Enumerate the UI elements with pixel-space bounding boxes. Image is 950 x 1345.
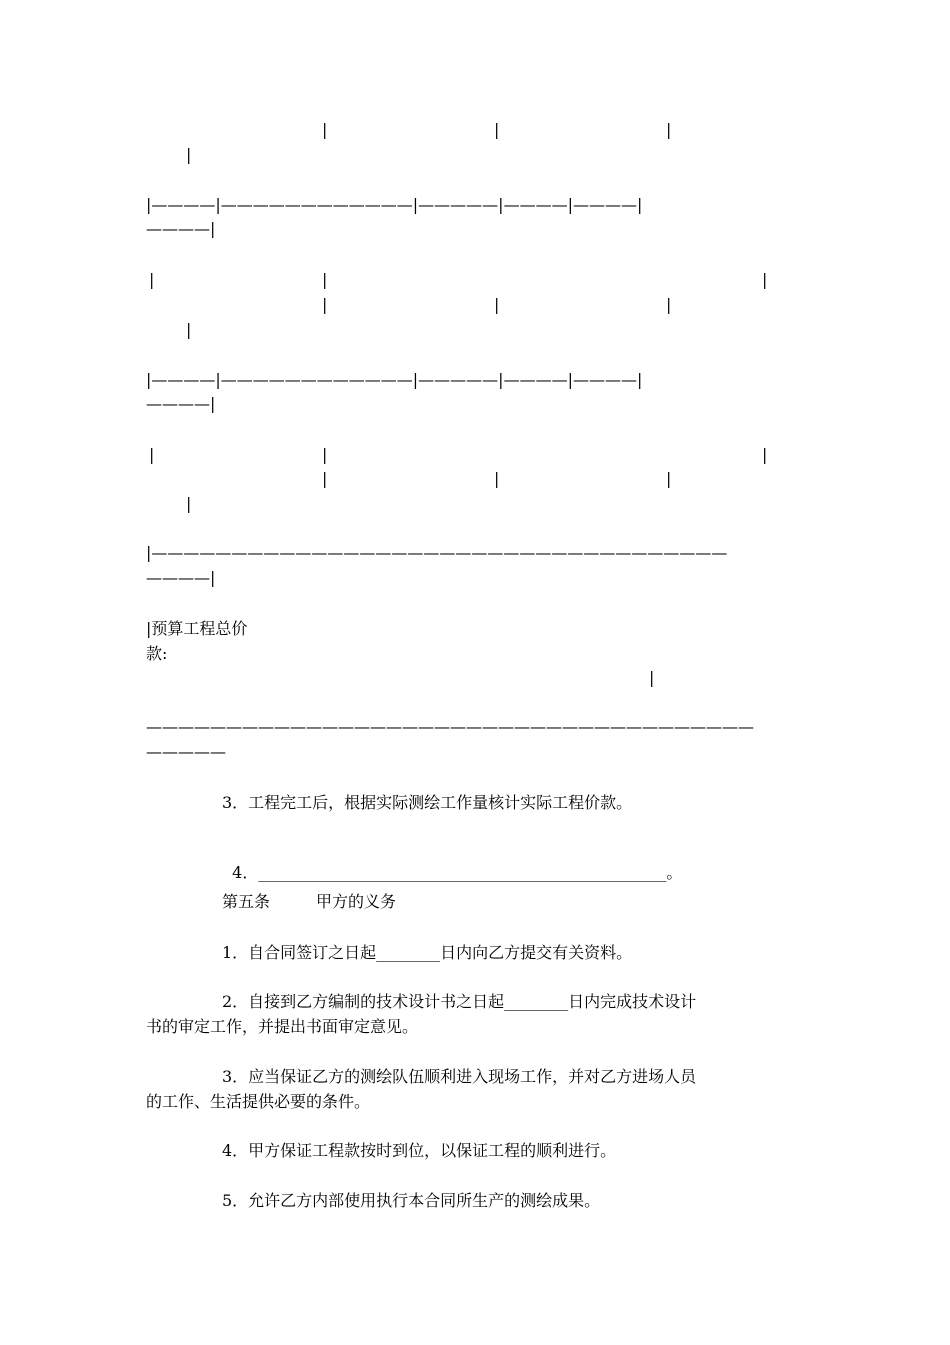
table-separator: ————|: [146, 219, 216, 238]
table-bar: |: [186, 494, 192, 513]
table-bar: |: [322, 445, 328, 464]
article-5-item-2: 2．自接到乙方编制的技术设计书之日起________日内完成技术设计: [222, 992, 697, 1011]
table-bar: |: [149, 270, 155, 289]
table-bar: |: [762, 270, 768, 289]
table-bar: |: [149, 445, 155, 464]
clause-4: [222, 843, 683, 882]
table-bar: |: [666, 120, 672, 139]
table-bar: |: [322, 270, 328, 289]
table-bar: |: [494, 469, 500, 488]
article-5-item-5: 5．允许乙方内部使用执行本合同所生产的测绘成果。: [222, 1191, 601, 1210]
table-separator: ————|: [146, 568, 216, 587]
table-separator: |————|————————————|—————|————|————|: [146, 370, 643, 389]
total-price-label: |预算工程总价: [146, 619, 248, 638]
table-bar: |: [322, 120, 328, 139]
article-5-item-1: 1．自合同签订之日起________日内向乙方提交有关资料。: [222, 943, 633, 962]
table-bar: |: [762, 445, 768, 464]
clause-4-suffix: 。: [666, 863, 683, 882]
article-5-title: 甲方的义务: [316, 892, 397, 911]
article-5-item-2-cont: 书的审定工作，并提出书面审定意见。: [146, 1017, 419, 1036]
table-bar: |: [322, 295, 328, 314]
article-5-item-4: 4．甲方保证工程款按时到位，以保证工程的顺利进行。: [222, 1141, 617, 1160]
table-bar: |: [666, 469, 672, 488]
table-separator: |————|————————————|—————|————|————|: [146, 195, 643, 214]
table-bar: |: [494, 295, 500, 314]
table-separator: |————————————————————————————————————: [146, 543, 728, 562]
table-bar: |: [186, 145, 192, 164]
clause-4-blank: ___________________________________________________: [258, 863, 667, 882]
table-bar: |: [494, 120, 500, 139]
table-bottom-rule: —————: [146, 742, 226, 761]
table-bar: |: [186, 320, 192, 339]
table-separator: ————|: [146, 394, 216, 413]
clause-4-prefix: 4．: [232, 863, 259, 882]
table-bar: |: [322, 469, 328, 488]
article-5-item-3: 3．应当保证乙方的测绘队伍顺利进入现场工作，并对乙方进场人员: [222, 1067, 697, 1086]
total-price-label: 款:: [146, 644, 168, 663]
clause-3: 3．工程完工后，根据实际测绘工作量核计实际工程价款。: [222, 793, 633, 812]
table-bar: |: [666, 295, 672, 314]
table-bar: |: [649, 668, 655, 687]
article-5-item-3-cont: 的工作、生活提供必要的条件。: [146, 1092, 371, 1111]
table-bottom-rule: ——————————————————————————————————————: [146, 717, 754, 736]
article-5-number: 第五条: [222, 892, 271, 911]
